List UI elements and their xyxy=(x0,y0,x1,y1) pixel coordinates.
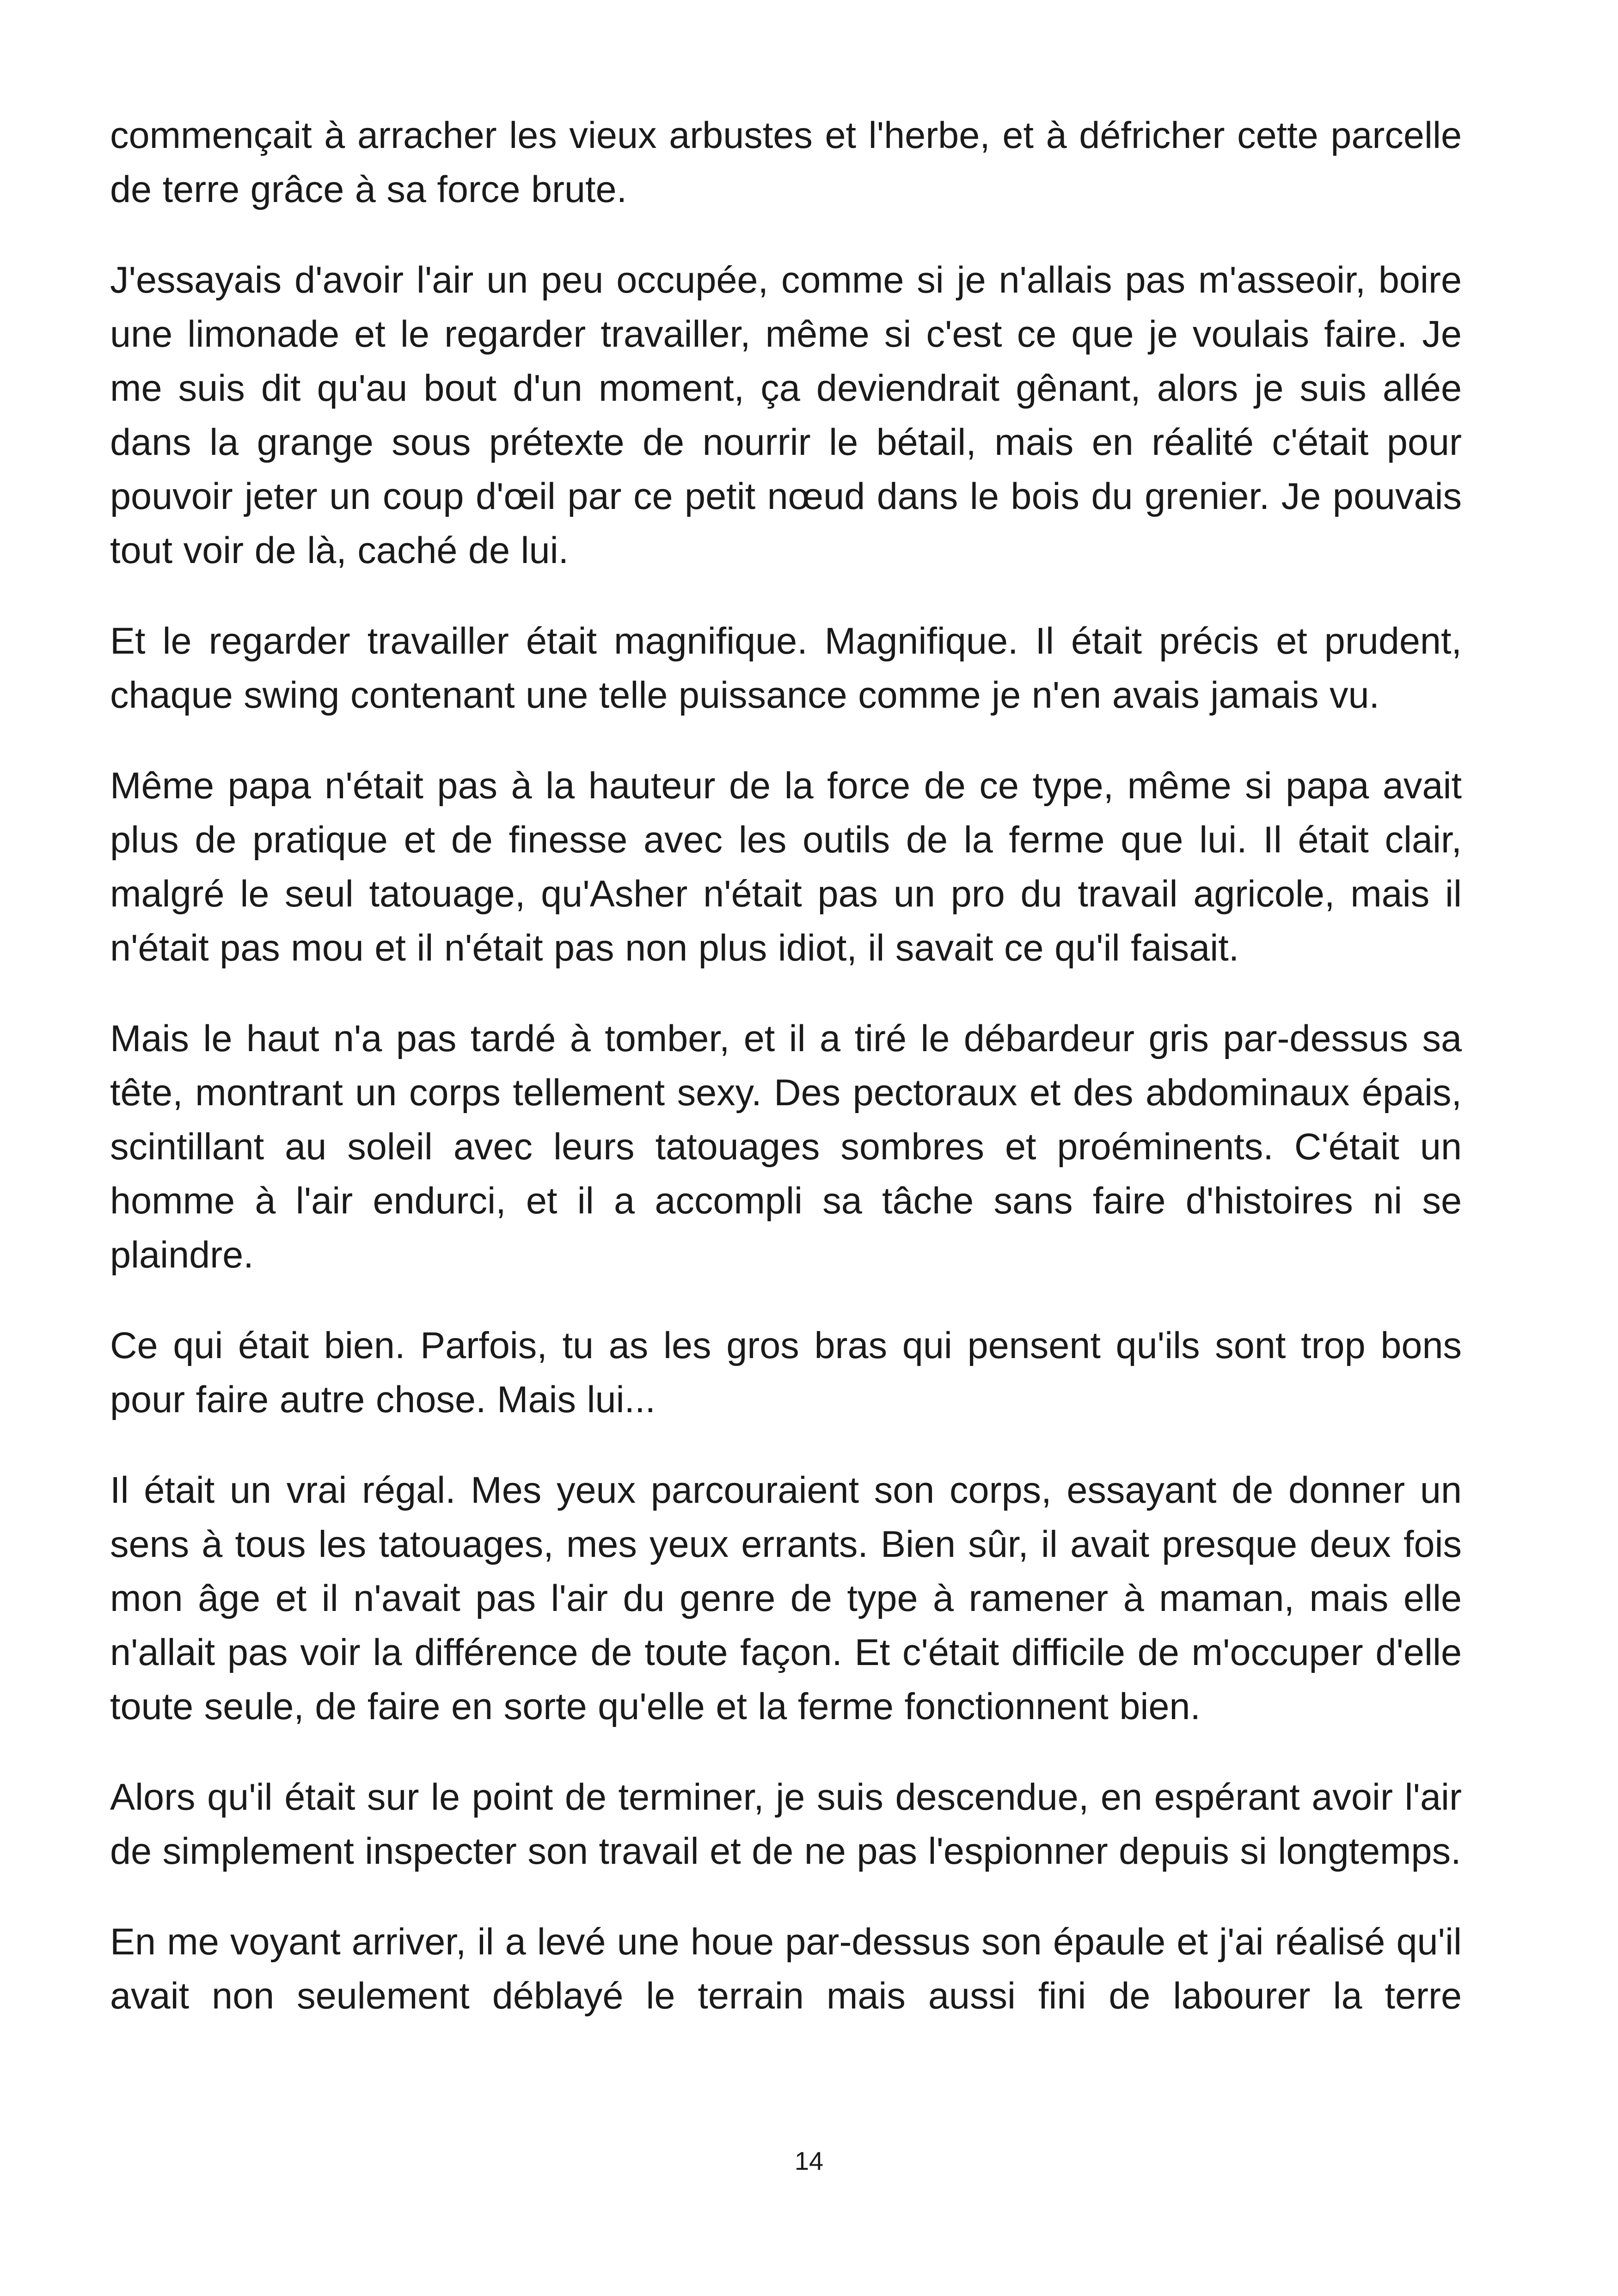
paragraph: commençait à arracher les vieux arbustes et l'herbe, et à défricher cette parcelle de terre grâce à sa force brute. xyxy=(110,115,1462,210)
paragraph: Il était un vrai régal. Mes yeux parcouraient son corps, essayant de donner un sens à tous les tatouages, mes yeux errants. Bien sûr, il avait presque deux fois mon âge et il n'avait pas l'air du genre de type à ramener à maman, mais elle n'allait pas voir la différence de toute façon. Et c'était difficile de m'occuper d'elle toute seule, de faire en sorte qu'elle et la ferme fonctionnent bien. xyxy=(110,1469,1462,1727)
body-text xyxy=(110,109,1462,2060)
paragraph: Alors qu'il était sur le point de terminer, je suis descendue, en espérant avoir l'air de simplement inspecter son travail et de ne pas l'espionner depuis si longtemps. xyxy=(110,1776,1462,1872)
paragraph: Même papa n'était pas à la hauteur de la force de ce type, même si papa avait plus de pratique et de finesse avec les outils de la ferme que lui. Il était clair, malgré le seul tatouage, qu'Asher n'était pas un pro du travail agricole, mais il n'était pas mou et il n'était pas non plus idiot, il savait ce qu'il faisait. xyxy=(110,765,1462,969)
paragraph: Ce qui était bien. Parfois, tu as les gros bras qui pensent qu'ils sont trop bons pour faire autre chose. Mais lui... xyxy=(110,1325,1462,1420)
page-number: 14 xyxy=(794,2146,824,2175)
paragraph: Et le regarder travailler était magnifique. Magnifique. Il était précis et prudent, chaque swing contenant une telle puissance comme je n'en avais jamais vu. xyxy=(110,620,1462,716)
paragraph: J'essayais d'avoir l'air un peu occupée, comme si je n'allais pas m'asseoir, boire une limonade et le regarder travailler, même si c'est ce que je voulais faire. Je me suis dit qu'au bout d'un moment, ça deviendrait gênant, alors je suis allée dans la grange sous prétexte de nourrir le bétail, mais en réalité c'était pour pouvoir jeter un coup d'œil par ce petit nœud dans le bois du grenier. Je pouvais tout voir de là, caché de lui. xyxy=(110,259,1462,571)
paragraph: Mais le haut n'a pas tardé à tomber, et il a tiré le débardeur gris par-dessus sa tête, montrant un corps tellement sexy. Des pectoraux et des abdominaux épais, scintillant au soleil avec leurs tatouages sombres et proéminents. C'était un homme à l'air endurci, et il a accompli sa tâche sans faire d'histoires ni se plaindre. xyxy=(110,1018,1462,1276)
paragraph: En me voyant arriver, il a levé une houe par-dessus son épaule et j'ai réalisé qu'il avait non seulement déblayé le terrain mais aussi fini de labourer la terre xyxy=(110,1921,1462,2017)
